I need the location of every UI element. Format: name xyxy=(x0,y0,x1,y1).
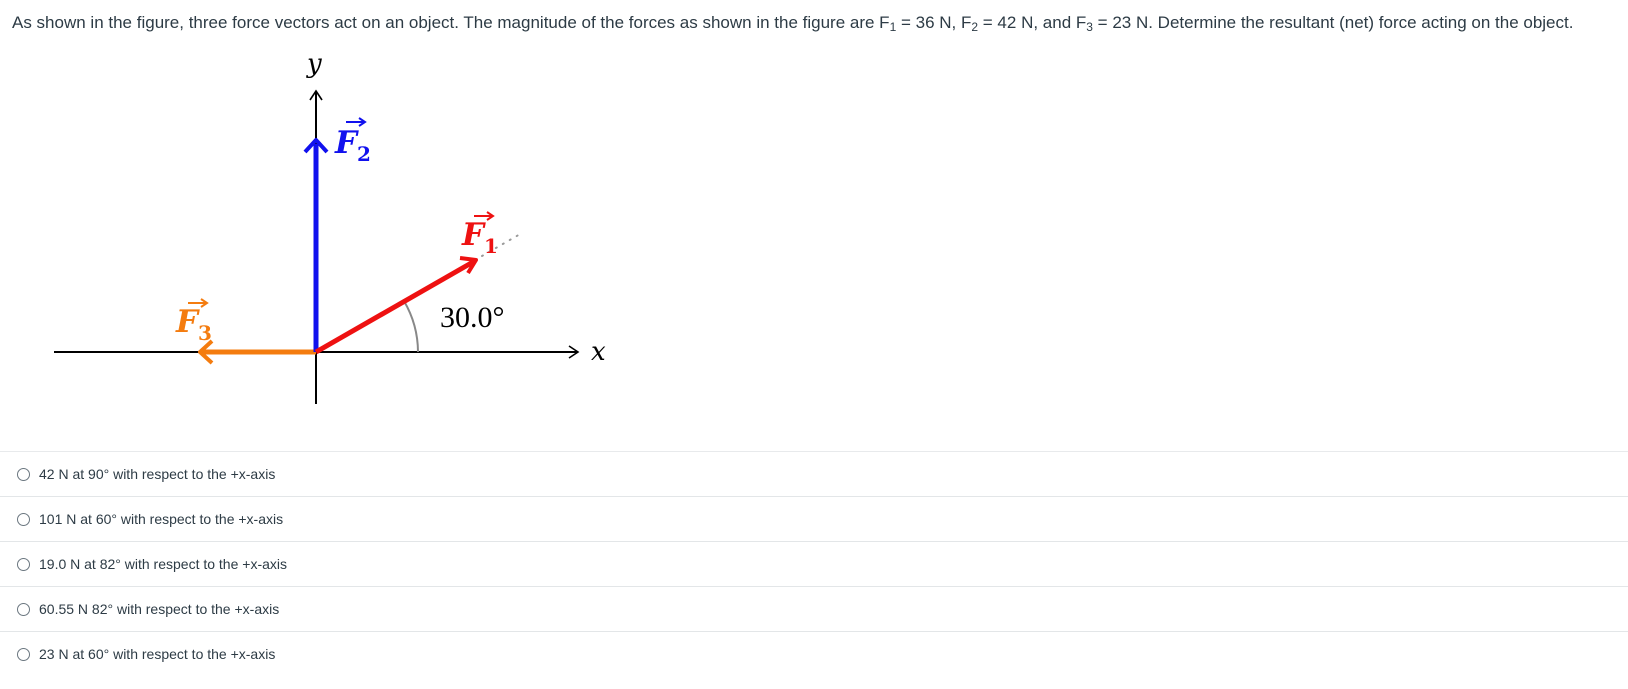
radio-button-icon[interactable] xyxy=(17,558,30,571)
answer-option-label: 60.55 N 82° with respect to the +x-axis xyxy=(39,601,280,617)
question-f3-subscript: 3 xyxy=(1086,20,1093,34)
x-axis-label: x xyxy=(591,337,606,367)
question-f2-value: = 42 N, and F xyxy=(978,13,1087,32)
answer-option-a[interactable] xyxy=(0,451,1628,496)
answer-option-label: 101 N at 60° with respect to the +x-axis xyxy=(39,511,284,527)
f1-label: $F_1$ xyxy=(462,217,498,258)
radio-button-icon[interactable] xyxy=(17,603,30,616)
angle-arc xyxy=(404,301,418,352)
answer-option-c[interactable] xyxy=(0,541,1628,586)
answer-options-list xyxy=(0,451,1628,676)
question-f1-value: = 36 N, F xyxy=(896,13,972,32)
question-text xyxy=(12,12,1622,34)
y-axis-label: y xyxy=(307,49,322,79)
question-intro: As shown in the figure, three force vectors act on an object. The magnitude of the forces as shown in the figure are F xyxy=(12,13,890,32)
answer-option-d[interactable] xyxy=(0,586,1628,631)
force-vector-diagram xyxy=(0,40,700,420)
answer-option-e[interactable] xyxy=(0,631,1628,676)
question-f3-value: = 23 N. Determine the resultant (net) force acting on the object. xyxy=(1092,13,1574,32)
radio-button-icon[interactable] xyxy=(17,648,30,661)
answer-option-b[interactable] xyxy=(0,496,1628,541)
question-f2-subscript: 2 xyxy=(971,20,979,34)
radio-button-icon[interactable] xyxy=(17,468,30,481)
f3-label: $F_3$ xyxy=(176,304,212,345)
answer-option-label: 42 N at 90° with respect to the +x-axis xyxy=(39,466,276,482)
radio-button-icon[interactable] xyxy=(17,513,30,526)
question-f1-subscript: 1 xyxy=(889,20,897,34)
f2-label: $F_2$ xyxy=(335,125,371,166)
angle-label: 30.0° xyxy=(440,301,505,334)
answer-option-label: 19.0 N at 82° with respect to the +x-axis xyxy=(39,556,288,572)
answer-option-label: 23 N at 60° with respect to the +x-axis xyxy=(39,646,276,662)
